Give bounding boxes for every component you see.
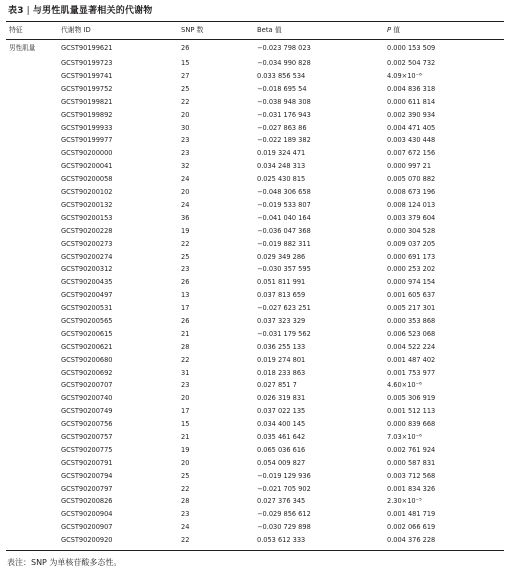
p-value-cell: 0.000 153 509 <box>387 44 436 52</box>
p-value-cell: 7.03×10⁻⁶ <box>387 432 422 441</box>
p-value-cell: 0.008 124 013 <box>387 200 436 209</box>
beta-value-cell: −0.036 047 368 <box>257 226 311 235</box>
beta-value-cell: −0.030 357 595 <box>257 265 311 274</box>
beta-value-cell: 0.037 813 659 <box>257 291 306 300</box>
snp-count-cell: 21 <box>181 329 190 338</box>
beta-value-cell: −0.018 695 54 <box>257 84 307 93</box>
metabolite-id-cell: GCST90199933 <box>61 123 113 132</box>
p-value-cell: 0.007 672 156 <box>387 149 436 158</box>
metabolite-id-cell: GCST90200102 <box>61 188 113 197</box>
table-row <box>6 495 507 508</box>
table-row <box>6 39 507 57</box>
feature-cell <box>6 431 61 444</box>
feature-cell <box>6 366 61 379</box>
p-value-cell: 0.000 353 868 <box>387 316 436 325</box>
beta-value-cell: −0.038 948 308 <box>257 97 311 106</box>
snp-count-cell: 23 <box>181 510 190 519</box>
feature-cell <box>6 225 61 238</box>
snp-count-cell: 22 <box>181 536 190 545</box>
metabolite-id-cell: GCST90199977 <box>61 136 113 145</box>
beta-value-cell: 0.065 036 616 <box>257 445 306 454</box>
metabolite-id-cell: GCST90200274 <box>61 252 113 261</box>
metabolite-id-cell: GCST90200041 <box>61 162 113 171</box>
table-row <box>6 276 507 289</box>
p-value-cell: 4.60×10⁻⁶ <box>387 381 422 390</box>
p-value-cell: 0.004 471 405 <box>387 123 436 132</box>
caption-separator: | <box>26 6 30 16</box>
p-value-cell: 0.008 673 196 <box>387 188 436 197</box>
metabolite-id-cell: GCST90200531 <box>61 304 113 313</box>
p-value-cell: 0.002 761 924 <box>387 445 436 454</box>
snp-count-cell: 32 <box>181 162 190 171</box>
table-title: 与男性肌量显著相关的代谢物 <box>32 6 153 16</box>
beta-value-cell: 0.027 851 7 <box>257 381 297 390</box>
metabolite-id-cell: GCST90200920 <box>61 536 113 545</box>
beta-value-cell: 0.027 376 345 <box>257 497 306 506</box>
metabolite-id-cell: GCST90200749 <box>61 407 113 416</box>
beta-value-cell: 0.019 274 801 <box>257 355 306 364</box>
snp-count-cell: 20 <box>181 458 190 467</box>
snp-count-cell: 24 <box>181 200 190 209</box>
snp-count-cell: 17 <box>181 304 190 313</box>
beta-value-cell: 0.034 248 313 <box>257 162 306 171</box>
table-row <box>6 405 507 418</box>
p-value-cell: 0.001 753 977 <box>387 368 436 377</box>
snp-count-cell: 20 <box>181 110 190 119</box>
feature-cell <box>6 353 61 366</box>
metabolite-id-cell: GCST90199741 <box>61 72 113 81</box>
feature-cell <box>6 444 61 457</box>
feature-cell <box>6 379 61 392</box>
table-row <box>6 379 507 392</box>
snp-count-cell: 19 <box>181 226 190 235</box>
p-value-cell: 0.002 390 934 <box>387 110 436 119</box>
metabolite-id-cell: GCST90200826 <box>61 497 113 506</box>
snp-count-cell: 20 <box>181 394 190 403</box>
metabolite-id-cell: GCST90199892 <box>61 110 113 119</box>
table-row <box>6 57 507 70</box>
beta-value-cell: −0.030 729 898 <box>257 523 311 532</box>
header-p-letter: P <box>387 26 392 35</box>
feature-cell <box>6 482 61 495</box>
p-value-cell: 0.004 522 224 <box>387 342 436 351</box>
feature-cell <box>6 457 61 470</box>
table-row <box>6 482 507 495</box>
table-caption <box>8 3 153 16</box>
beta-value-cell: −0.031 176 943 <box>257 110 311 119</box>
snp-count-cell: 26 <box>181 278 190 287</box>
beta-value-cell: 0.051 811 991 <box>257 278 306 287</box>
metabolite-id-cell: GCST90200907 <box>61 523 113 532</box>
beta-value-cell: −0.019 129 936 <box>257 471 311 480</box>
snp-count-cell: 23 <box>181 136 190 145</box>
header-beta: Beta 值 <box>257 26 282 35</box>
p-value-cell: 0.000 253 202 <box>387 265 436 274</box>
p-value-cell: 0.006 523 068 <box>387 329 436 338</box>
header-metabolite-id: 代谢物 ID <box>61 26 91 35</box>
feature-cell <box>6 418 61 431</box>
bottom-rule <box>6 550 504 551</box>
metabolite-id-cell: GCST90200273 <box>61 239 113 248</box>
snp-count-cell: 30 <box>181 123 190 132</box>
snp-count-cell: 25 <box>181 252 190 261</box>
p-value-cell: 0.002 504 732 <box>387 59 436 68</box>
snp-count-cell: 19 <box>181 445 190 454</box>
snp-count-cell: 22 <box>181 484 190 493</box>
metabolite-id-cell: GCST90200791 <box>61 458 113 467</box>
p-value-cell: 0.000 587 831 <box>387 458 436 467</box>
beta-value-cell: −0.022 189 382 <box>257 136 311 145</box>
metabolite-id-cell: GCST90199723 <box>61 59 113 68</box>
table-body <box>6 39 507 547</box>
beta-value-cell: 0.034 400 145 <box>257 420 306 429</box>
metabolite-id-cell: GCST90200435 <box>61 278 113 287</box>
table-row <box>6 237 507 250</box>
p-value-cell: 0.000 997 21 <box>387 162 432 171</box>
beta-value-cell: −0.027 863 86 <box>257 123 307 132</box>
table-row <box>6 109 507 122</box>
beta-value-cell: −0.031 179 562 <box>257 329 311 338</box>
p-value-cell: 0.004 376 228 <box>387 536 436 545</box>
table-note: 表注：SNP 为单核苷酸多态性。 <box>7 558 122 567</box>
table-row <box>6 199 507 212</box>
beta-value-cell: −0.034 990 828 <box>257 59 311 68</box>
table-row <box>6 225 507 238</box>
p-value-cell: 0.003 712 568 <box>387 471 436 480</box>
header-p-value <box>387 22 507 39</box>
snp-count-cell: 23 <box>181 265 190 274</box>
table-row <box>6 289 507 302</box>
snp-count-cell: 22 <box>181 239 190 248</box>
p-value-cell: 2.30×10⁻⁵ <box>387 497 422 506</box>
beta-value-cell: 0.029 349 286 <box>257 252 306 261</box>
snp-count-cell: 25 <box>181 471 190 480</box>
table-row <box>6 366 507 379</box>
metabolite-id-cell: GCST90200153 <box>61 213 113 222</box>
p-value-cell: 0.005 070 882 <box>387 175 436 184</box>
p-value-cell: 0.001 834 326 <box>387 484 436 493</box>
p-value-cell: 0.001 605 637 <box>387 291 436 300</box>
feature-cell <box>6 263 61 276</box>
beta-value-cell: 0.054 009 827 <box>257 458 306 467</box>
p-value-cell: 0.003 430 448 <box>387 136 436 145</box>
snp-count-cell: 17 <box>181 407 190 416</box>
header-snp-count: SNP 数 <box>181 26 204 35</box>
feature-cell <box>6 302 61 315</box>
feature-cell <box>6 57 61 70</box>
beta-value-cell: −0.048 306 658 <box>257 188 311 197</box>
beta-value-cell: 0.025 430 815 <box>257 175 306 184</box>
p-value-cell: 0.001 487 402 <box>387 355 436 364</box>
table-row <box>6 521 507 534</box>
feature-cell <box>6 392 61 405</box>
p-value-cell: 0.001 512 113 <box>387 407 436 416</box>
table-row <box>6 186 507 199</box>
table-row <box>6 470 507 483</box>
table-row <box>6 134 507 147</box>
table-row <box>6 212 507 225</box>
table-row <box>6 534 507 547</box>
metabolite-id-cell: GCST90200312 <box>61 265 113 274</box>
metabolite-id-cell: GCST90200740 <box>61 394 113 403</box>
beta-value-cell: 0.018 233 863 <box>257 368 306 377</box>
feature-cell <box>6 534 61 547</box>
table-row <box>6 263 507 276</box>
metabolite-id-cell: GCST90200756 <box>61 420 113 429</box>
p-value-cell: 0.005 217 301 <box>387 304 436 313</box>
feature-cell <box>6 328 61 341</box>
feature-cell <box>6 276 61 289</box>
feature-cell <box>6 212 61 225</box>
metabolite-id-cell: GCST90199821 <box>61 97 113 106</box>
table-row <box>6 147 507 160</box>
header-p-suffix: 值 <box>391 26 401 35</box>
table-row <box>6 160 507 173</box>
metabolite-table <box>6 22 507 547</box>
metabolite-id-cell: GCST90200058 <box>61 175 113 184</box>
snp-count-cell: 36 <box>181 213 190 222</box>
feature-cell <box>6 147 61 160</box>
p-value-cell: 0.002 066 619 <box>387 523 436 532</box>
metabolite-id-cell: GCST90200000 <box>61 149 113 158</box>
feature-cell <box>6 250 61 263</box>
p-value-cell: 0.000 974 154 <box>387 278 436 287</box>
beta-value-cell: −0.021 705 902 <box>257 484 311 493</box>
metabolite-id-cell: GCST90199752 <box>61 84 113 93</box>
beta-value-cell: 0.037 022 135 <box>257 407 306 416</box>
metabolite-id-cell: GCST90200565 <box>61 316 113 325</box>
beta-value-cell: −0.029 856 612 <box>257 510 311 519</box>
snp-count-cell: 15 <box>181 420 190 429</box>
p-value-cell: 0.009 037 205 <box>387 239 436 248</box>
table-row <box>6 418 507 431</box>
beta-value-cell: −0.023 798 023 <box>257 44 311 52</box>
feature-cell <box>6 405 61 418</box>
feature-cell <box>6 109 61 122</box>
metabolite-id-cell: GCST90200797 <box>61 484 113 493</box>
feature-cell: 男性肌量 <box>9 44 36 52</box>
feature-cell <box>6 199 61 212</box>
table-row <box>6 250 507 263</box>
beta-value-cell: −0.019 533 807 <box>257 200 311 209</box>
snp-count-cell: 22 <box>181 97 190 106</box>
table-row <box>6 392 507 405</box>
p-value-cell: 0.000 304 528 <box>387 226 436 235</box>
snp-count-cell: 31 <box>181 368 190 377</box>
table-row <box>6 457 507 470</box>
metabolite-id-cell: GCST90200132 <box>61 200 113 209</box>
feature-cell <box>6 237 61 250</box>
metabolite-id-cell: GCST90200794 <box>61 471 113 480</box>
table-row <box>6 83 507 96</box>
feature-cell <box>6 315 61 328</box>
metabolite-id-cell: GCST90200692 <box>61 368 113 377</box>
p-value-cell: 0.001 481 719 <box>387 510 436 519</box>
metabolite-id-cell: GCST90199621 <box>61 44 113 52</box>
table-row <box>6 508 507 521</box>
snp-count-cell: 20 <box>181 188 190 197</box>
metabolite-id-cell: GCST90200680 <box>61 355 113 364</box>
p-value-cell: 0.000 839 668 <box>387 420 436 429</box>
feature-cell <box>6 289 61 302</box>
snp-count-cell: 13 <box>181 291 190 300</box>
beta-value-cell: −0.027 623 251 <box>257 304 311 313</box>
table-row <box>6 341 507 354</box>
beta-value-cell: −0.019 882 311 <box>257 239 311 248</box>
header-row <box>6 22 507 39</box>
snp-count-cell: 15 <box>181 59 190 68</box>
header-feature: 特征 <box>9 26 23 35</box>
snp-count-cell: 27 <box>181 72 190 81</box>
beta-value-cell: 0.033 856 534 <box>257 72 306 81</box>
snp-count-cell: 21 <box>181 432 190 441</box>
snp-count-cell: 24 <box>181 175 190 184</box>
metabolite-id-cell: GCST90200228 <box>61 226 113 235</box>
beta-value-cell: 0.036 255 133 <box>257 342 306 351</box>
metabolite-id-cell: GCST90200904 <box>61 510 113 519</box>
table-row <box>6 353 507 366</box>
beta-value-cell: −0.041 040 164 <box>257 213 311 222</box>
table-row <box>6 444 507 457</box>
snp-count-cell: 24 <box>181 523 190 532</box>
metabolite-id-cell: GCST90200497 <box>61 291 113 300</box>
table-row <box>6 315 507 328</box>
feature-cell <box>6 521 61 534</box>
feature-cell <box>6 121 61 134</box>
metabolite-id-cell: GCST90200757 <box>61 432 113 441</box>
feature-cell <box>6 83 61 96</box>
p-value-cell: 0.003 379 604 <box>387 213 436 222</box>
snp-count-cell: 23 <box>181 149 190 158</box>
feature-cell <box>6 96 61 109</box>
p-value-cell: 4.09×10⁻⁶ <box>387 72 422 81</box>
p-value-cell: 0.004 836 318 <box>387 84 436 93</box>
table-row <box>6 302 507 315</box>
beta-value-cell: 0.019 324 471 <box>257 149 306 158</box>
snp-count-cell: 26 <box>181 44 190 52</box>
metabolite-id-cell: GCST90200707 <box>61 381 113 390</box>
p-value-cell: 0.000 691 173 <box>387 252 436 261</box>
beta-value-cell: 0.035 461 642 <box>257 432 306 441</box>
metabolite-id-cell: GCST90200615 <box>61 329 113 338</box>
table-row <box>6 173 507 186</box>
feature-cell <box>6 173 61 186</box>
beta-value-cell: 0.053 612 333 <box>257 536 306 545</box>
snp-count-cell: 25 <box>181 84 190 93</box>
metabolite-id-cell: GCST90200775 <box>61 445 113 454</box>
table-row <box>6 70 507 83</box>
feature-cell <box>6 341 61 354</box>
feature-cell <box>6 508 61 521</box>
beta-value-cell: 0.037 323 329 <box>257 316 306 325</box>
snp-count-cell: 28 <box>181 497 190 506</box>
table-row <box>6 431 507 444</box>
beta-value-cell: 0.026 319 831 <box>257 394 306 403</box>
snp-count-cell: 26 <box>181 316 190 325</box>
feature-cell <box>6 160 61 173</box>
p-value-cell: 0.005 306 919 <box>387 394 436 403</box>
feature-cell <box>6 70 61 83</box>
snp-count-cell: 23 <box>181 381 190 390</box>
feature-cell <box>6 495 61 508</box>
feature-cell <box>6 470 61 483</box>
metabolite-id-cell: GCST90200621 <box>61 342 113 351</box>
table-number: 表3 <box>8 6 24 16</box>
table-row <box>6 328 507 341</box>
p-value-cell: 0.000 611 814 <box>387 97 436 106</box>
snp-count-cell: 22 <box>181 355 190 364</box>
snp-count-cell: 28 <box>181 342 190 351</box>
feature-cell <box>6 186 61 199</box>
feature-cell <box>6 134 61 147</box>
table-row <box>6 96 507 109</box>
table-row <box>6 121 507 134</box>
